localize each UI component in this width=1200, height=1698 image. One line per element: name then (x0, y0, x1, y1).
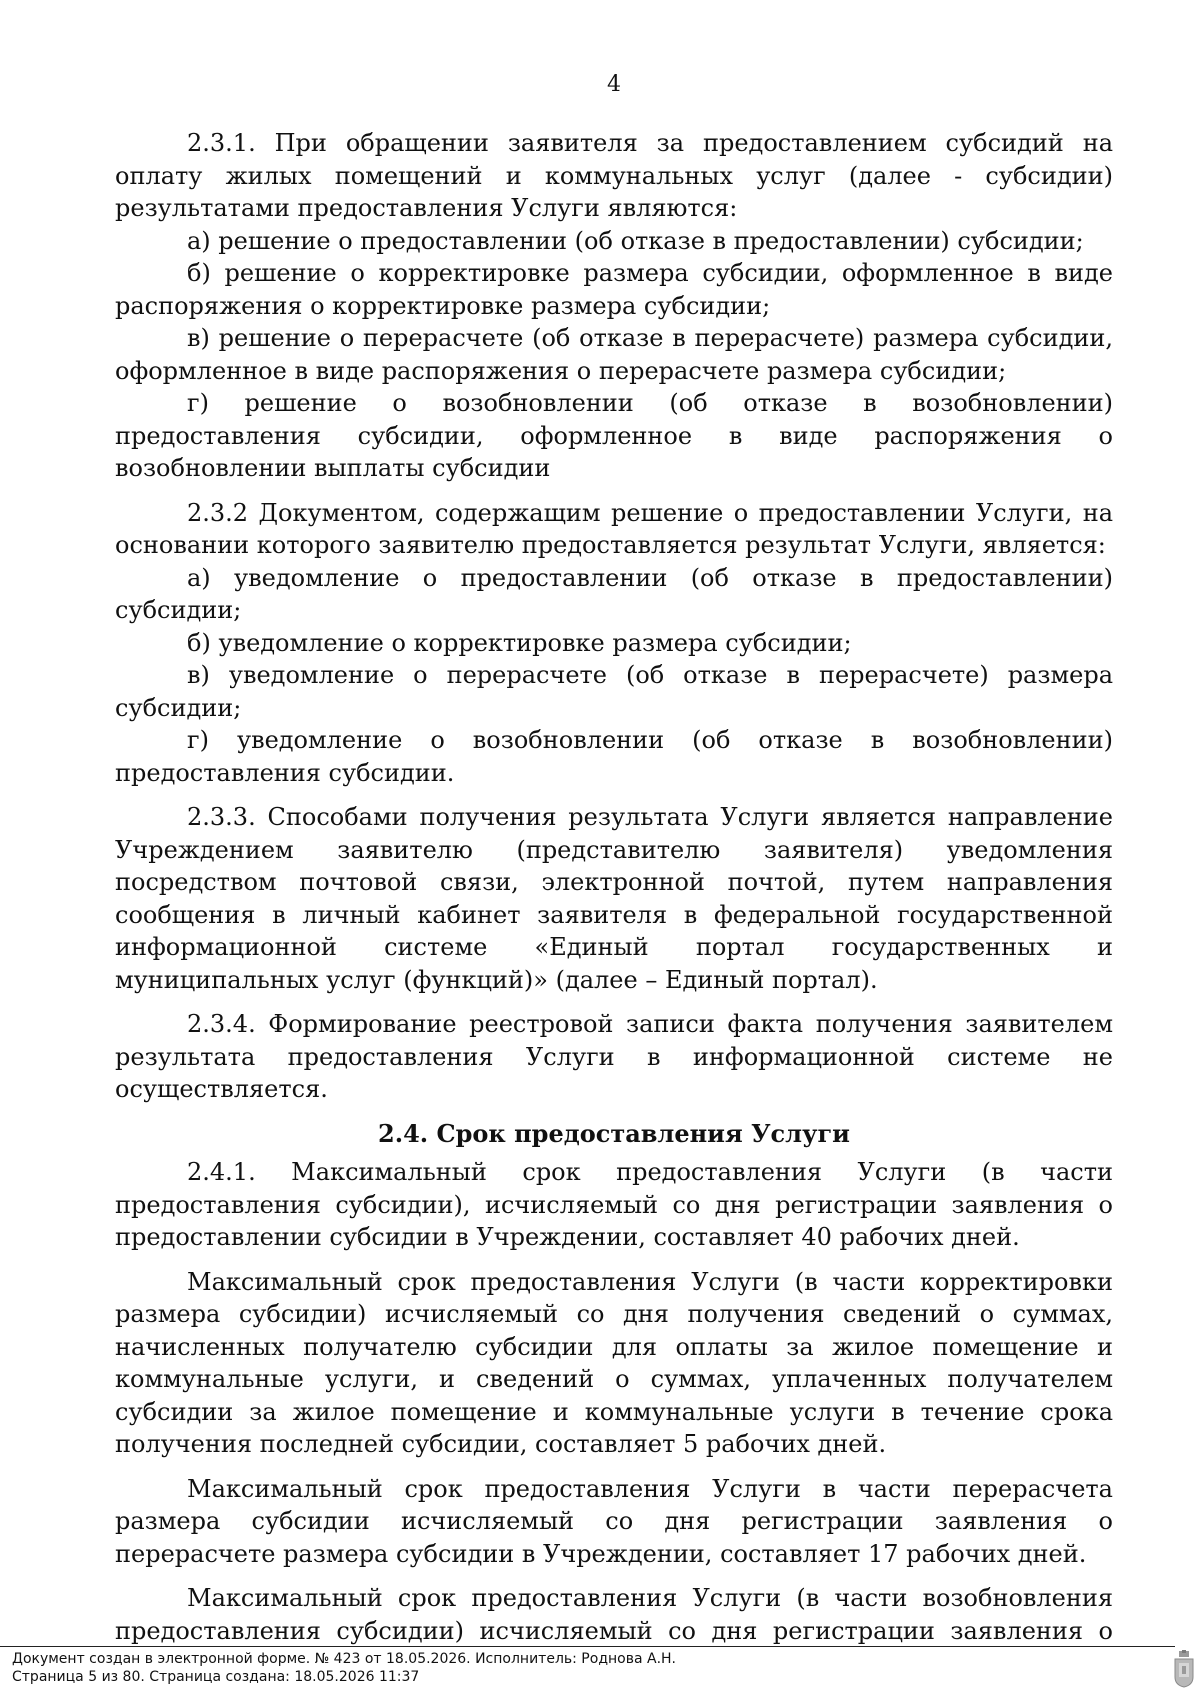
clause-2-3-2-text: 2.3.2 Документом, содержащим решение о предоставлении Услуги, на основании которого заявителю предоставляется результат Услуги, является: (115, 498, 1113, 559)
clause-2-4-correction (115, 1266, 1113, 1461)
clause-2-3-1-text: 2.3.1. При обращении заявителя за предоставлением субсидий на оплату жилых помещений и коммунальных услуг (далее - субсидии) результатами предоставления Услуги являются: (115, 129, 1113, 222)
list-item: б) решение о корректировке размера субсидии, оформленное в виде распоряжения о корректировке размера субсидии; (115, 259, 1113, 320)
footer-page-line: Страница 5 из 80. Страница создана: 18.05.2026 11:37 (12, 1669, 420, 1685)
list-item: б) уведомление о корректировке размера субсидии; (187, 628, 852, 657)
paragraph: 2.4.1. Максимальный срок предоставления Услуги (в части предоставления субсидии), исчисляемый со дня регистрации заявления о предоставлении субсидии в Учреждении, составляет 40 рабочих дней. (115, 1158, 1113, 1251)
clause-2-4-1 (115, 1156, 1113, 1254)
clause-2-4-resumption (115, 1582, 1113, 1647)
clause-2-3-2 (115, 497, 1113, 790)
coat-of-arms-icon (1173, 1650, 1195, 1688)
document-body (115, 127, 1113, 1659)
clause-2-3-3-text: 2.3.3. Способами получения результата Услуги является направление Учреждением заявителю (представителю заявителя) уведомления посредством почтовой связи, электронной почтой, путем направления сообщения в личный кабинет заявителя в федеральной государственной информационной системе «Единый портал государственных и муниципальных услуг (функций)» (далее – Единый портал). (115, 803, 1113, 994)
clause-2-4-recalculation (115, 1473, 1113, 1571)
list-item: в) решение о перерасчете (об отказе в перерасчете) размера субсидии, оформленное в виде распоряжения о перерасчете размера субсидии; (115, 324, 1113, 385)
list-item: а) решение о предоставлении (об отказе в предоставлении) субсидии; (187, 226, 1084, 255)
paragraph: Максимальный срок предоставления Услуги (в части возобновления предоставления субсидии) исчисляемый со дня регистрации заявления о (115, 1584, 1113, 1645)
list-item: а) уведомление о предоставлении (об отказе в предоставлении) субсидии; (115, 563, 1113, 624)
paragraph: Максимальный срок предоставления Услуги в части перерасчета размера субсидии исчисляемый со дня регистрации заявления о перерасчете размера субсидии в Учреждении, составляет 17 рабочих дней. (115, 1474, 1113, 1568)
clause-2-3-1 (115, 127, 1113, 485)
page-number: 4 (607, 72, 621, 97)
section-heading: 2.4. Срок предоставления Услуги (378, 1118, 850, 1148)
footer-registration-line: Документ создан в электронной форме. № 423 от 18.05.2026. Исполнитель: Роднова А.Н. (12, 1651, 677, 1667)
clause-2-3-4-text: 2.3.4. Формирование реестровой записи факта получения заявителем результата предоставления Услуги в информационной системе не осуществляется. (115, 1010, 1113, 1103)
clause-2-3-4 (115, 1008, 1113, 1106)
list-item: в) уведомление о перерасчете (об отказе в перерасчете) размера субсидии; (115, 661, 1113, 722)
paragraph: Максимальный срок предоставления Услуги (в части корректировки размера субсидии) исчисляемый со дня получения сведений о суммах, начисленных получателю субсидии для оплаты за жилое помещение и коммунальные услуги, и сведений о суммах, уплаченных получателем субсидии за жилое помещение и коммунальные услуги в течение срока получения последней субсидии, составляет 5 рабочих дней. (115, 1267, 1113, 1458)
list-item: г) уведомление о возобновлении (об отказе в возобновлении) предоставления субсидии. (115, 726, 1113, 787)
list-item: г) решение о возобновлении (об отказе в возобновлении) предоставления субсидии, оформленное в виде распоряжения о возобновлении выплаты субсидии (115, 389, 1113, 482)
clause-2-3-3 (115, 801, 1113, 996)
footer-divider (0, 1646, 1175, 1647)
document-footer (12, 1650, 676, 1686)
